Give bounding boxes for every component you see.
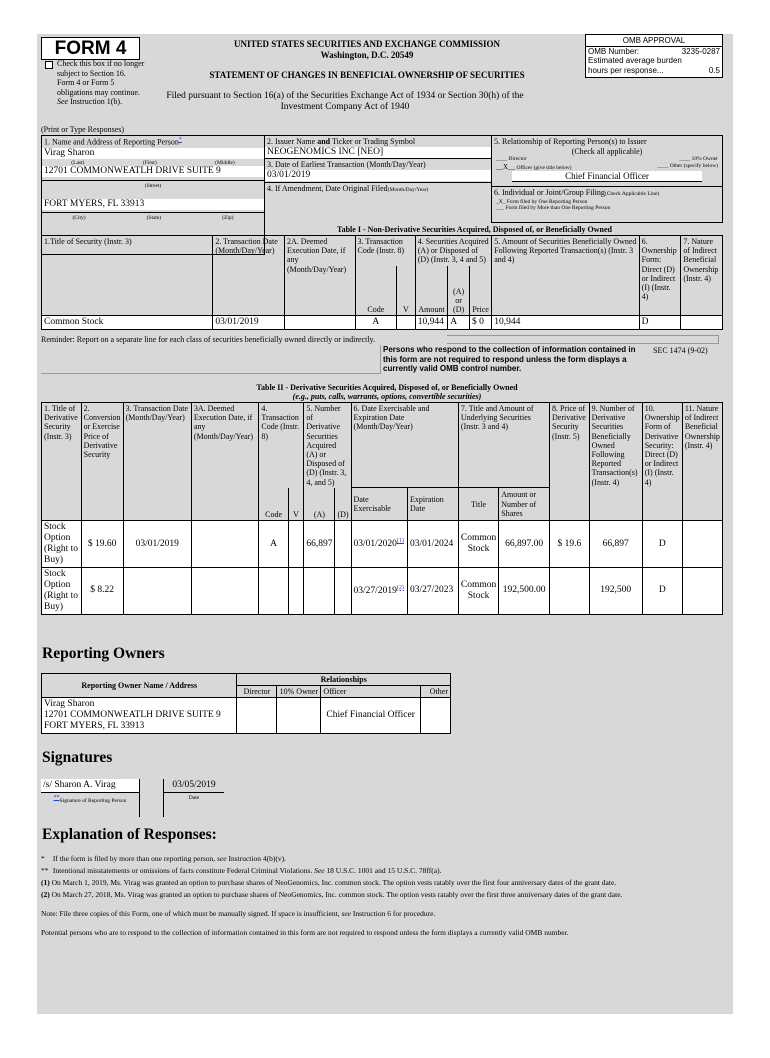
t2-r1-exer-cell: [351, 567, 407, 614]
signature-value: /s/ Sharon A. Virag: [41, 779, 139, 793]
t2-r1-date: [123, 567, 191, 614]
t1-h-title: 1.Title of Security (Instr. 3): [42, 236, 213, 316]
t2-r1-title: Stock Option (Right to Buy): [42, 567, 82, 614]
t2-h-number: 5. Number of Derivative Securities Acquired (A) or Disposed of (D) (Instr. 3, 4, and 5): [304, 403, 351, 488]
box-relationship: [491, 135, 723, 223]
middle-label: (Middle): [215, 159, 235, 166]
box4-label-text: 4. If Amendment, Date Original Filed: [267, 184, 388, 193]
persons-box-left: [41, 345, 381, 374]
owner-address: 12701 COMMONWEATLH DRIVE SUITE 9: [44, 710, 221, 721]
filed-pursuant: Filed pursuant to Section 16(a) of the Securities Exchange Act of 1934 or Section 30(h) of the Investment Company Act of 1940: [166, 91, 524, 112]
box6-label: [492, 186, 722, 198]
officer-mark: __X__: [496, 162, 516, 171]
t1-sub-code: Code: [355, 266, 397, 316]
table-row: [42, 698, 451, 734]
zip-label: (Zip): [222, 215, 234, 222]
checkbox-see: See: [57, 97, 69, 107]
omb-hours-row: [586, 66, 722, 75]
box2-label-and: and: [317, 137, 331, 146]
box3-label: 3. Date of Earliest Transaction (Month/Day/Year): [265, 158, 491, 170]
t2-r0-nature: [682, 521, 722, 568]
t1-r0-date: 03/01/2019: [213, 316, 285, 330]
t2-r0-exer: 03/01/2020: [353, 539, 397, 550]
signature-date-label: Date: [188, 794, 200, 801]
t2-r1-owned: 192,500: [589, 567, 642, 614]
signature-date: 03/05/2019: [164, 779, 224, 793]
owner-name-header: Reporting Owner Name / Address: [42, 674, 237, 698]
t2-sub-title: Title: [458, 488, 498, 521]
t2-h-nature: 11. Nature of Indirect Beneficial Ownership (Instr. 4): [682, 403, 722, 521]
reminder-line: [447, 335, 719, 344]
table1: [41, 235, 723, 330]
table-row: [42, 567, 723, 614]
t1-sub-aord: (A) or (D): [448, 266, 470, 316]
note-star: [41, 854, 729, 863]
box6-label-small: (Check Applicable Line): [604, 191, 660, 198]
t2-h-price: 8. Price of Derivative Security (Instr. 5): [550, 403, 590, 521]
t2-h-owned: 9. Number of Derivative Securities Beneficially Owned Following Reported Transaction(s) (Instr. 4): [589, 403, 642, 521]
footnote-1-link[interactable]: (1): [396, 537, 404, 544]
signature-gap: [139, 779, 164, 817]
box2-label-b: Ticker or Trading Symbol: [331, 137, 416, 146]
footnote-2-mark: (2): [41, 890, 50, 899]
table2-header-row: [42, 403, 723, 488]
director-label: Director: [508, 156, 527, 163]
reporting-owners-table: [41, 673, 451, 734]
t2-r1-form: D: [642, 567, 682, 614]
t2-r0-price: $ 19.60: [81, 521, 123, 568]
note-star-b: Instruction 4(b)(v).: [228, 854, 286, 863]
t2-h-underlying: 7. Title and Amount of Underlying Securities (Instr. 3 and 4): [458, 403, 549, 488]
reporting-owners-heading: Reporting Owners: [42, 645, 165, 662]
omb-number-label: OMB Number:: [588, 47, 640, 57]
t1-r0-v: [397, 316, 416, 330]
print-type: (Print or Type Responses): [41, 125, 125, 134]
checkbox-instr: Instruction 1(b).: [70, 97, 123, 107]
omb-number-row: [586, 47, 722, 56]
t1-h-date: 2. Transaction Date (Month/Day/Year): [213, 236, 285, 316]
t2-r0-exp: 03/01/2024: [408, 521, 459, 568]
t2-h-form: 10. Ownership Form of Derivative Security: Direct (D) or Indirect (I) (Instr. 4): [642, 403, 682, 521]
t2-r0-dprice: $ 19.6: [550, 521, 590, 568]
owner-director: [237, 698, 277, 734]
t1-h-owned: 5. Amount of Securities Beneficially Owned Following Reported Transaction(s) (Instr. 3 and 4): [492, 236, 639, 316]
t2-r0-d: [335, 521, 351, 568]
officer-label: Officer (give title below): [516, 164, 572, 171]
owner-name: Virag Sharon: [44, 699, 95, 710]
box5-row2: [492, 163, 722, 171]
file-note: [41, 909, 729, 918]
owner-city: FORT MYERS, FL 33913: [44, 721, 145, 732]
footnote-1: [41, 878, 729, 887]
t2-h-date: 3. Transaction Date (Month/Day/Year): [123, 403, 191, 521]
t2-r1-deemed: [191, 567, 259, 614]
table1-header-row: [42, 236, 723, 266]
note-double-star-b: 18 U.S.C. 1001 and 15 U.S.C. 78ff(a).: [326, 866, 442, 875]
potential-persons: Potential persons who are to respond to the collection of information contained in this form are not required to respond unless the form displays a currently valid OMB number.: [41, 928, 569, 937]
t1-sub-price: Price: [469, 266, 491, 316]
statement-title: STATEMENT OF CHANGES IN BENEFICIAL OWNERSHIP OF SECURITIES: [209, 70, 525, 80]
note-double-star-a: Intentional misstatements or omissions of facts constitute Federal Criminal Violations.: [52, 866, 313, 875]
note-star-a: If the form is filed by more than one reporting person,: [52, 854, 216, 863]
file-note-b: Instruction 6 for procedure.: [352, 909, 436, 918]
footnote-2: [41, 890, 729, 899]
t2-r1-dprice: [550, 567, 590, 614]
t1-r0-price: $ 0: [469, 316, 491, 330]
t2-r0-form: D: [642, 521, 682, 568]
t2-r0-exer-cell: [351, 521, 407, 568]
t1-r0-deemed: [284, 316, 355, 330]
t1-h-code: 3. Transaction Code (Instr. 8): [355, 236, 415, 266]
owners-header-row: [42, 674, 451, 686]
owners-col-officer: Officer: [321, 686, 421, 698]
owner-other: [421, 698, 451, 734]
file-note-see: see: [341, 909, 352, 918]
note-double-star-mark: **: [41, 866, 49, 875]
t2-sub-a: (A): [304, 488, 335, 521]
omb-approval-box: [585, 34, 723, 78]
sec-number: SEC 1474 (9-02): [653, 346, 708, 355]
commission-name: UNITED STATES SECURITIES AND EXCHANGE COMMISSION: [234, 39, 500, 49]
t1-h-form: 6. Ownership Form: Direct (D) or Indirect (I) (Instr. 4): [639, 236, 681, 316]
t1-r0-form: D: [639, 316, 681, 330]
state-label: (State): [146, 215, 162, 222]
box-issuer: [265, 135, 491, 183]
commission-city: Washington, D.C. 20549: [320, 50, 414, 60]
other-checkbox[interactable]: ____ Other (specify below): [657, 162, 718, 169]
note-double-star-see: See: [314, 866, 325, 875]
t2-sub-amount: Amount or Number of Shares: [499, 488, 550, 521]
t2-r1-a: [304, 567, 335, 614]
table2-title: Table II - Derivative Securities Acquired, Disposed of, or Beneficially Owned: [256, 383, 518, 392]
t2-sub-code: Code: [259, 488, 288, 521]
filed-by-one[interactable]: _X_ Form filed by One Reporting Person: [496, 198, 588, 205]
box1-label-text: 1. Name and Address of Reporting Person: [44, 137, 179, 147]
t2-r1-price: $ 8.22: [81, 567, 123, 614]
t2-r1-exer: 03/27/2019: [353, 585, 397, 596]
earliest-transaction-date: 03/01/2019: [265, 170, 491, 181]
owner-officer: Chief Financial Officer: [321, 698, 421, 734]
persons-notice: Persons who respond to the collection of information contained in this form are not required to respond unless the form displays a currently valid OMB control number.: [383, 345, 636, 374]
t2-r0-v: [288, 521, 304, 568]
reporting-person-city: FORT MYERS, FL 33913: [42, 199, 264, 210]
checkbox-instructions: [57, 59, 145, 107]
t1-h-acquired: 4. Securities Acquired (A) or Disposed of (D) (Instr. 3, 4 and 5): [415, 236, 491, 266]
checkbox-text: Check this box if no longer subject to Section 16. Form 4 or Form 5 obligations may continue.: [57, 59, 145, 97]
explanation-notes: [41, 854, 729, 937]
box2-label-a: 2. Issuer Name: [267, 137, 316, 146]
omb-hours-label: hours per response...: [588, 65, 664, 75]
note-star-see: see: [217, 854, 227, 863]
first-label: (First): [142, 159, 157, 166]
t2-sub-d: (D): [335, 488, 351, 521]
footnote-2-text: On March 27, 2018, Ms. Virag was granted an option to purchase shares of NeoGenomics, Inc. common stock. The option vests ratably over the first three anniversary dates of the grant date.: [51, 890, 623, 899]
reminder: Reminder: Report on a separate line for each class of securities beneficially owned directly or indirectly.: [41, 335, 376, 344]
ten-percent-checkbox[interactable]: ____ 10% Owner: [679, 156, 718, 163]
t2-h-title: 1. Title of Derivative Security (Instr. 3): [42, 403, 82, 521]
note-star-mark: *: [41, 854, 45, 863]
table2-subtitle: (e.g., puts, calls, warrants, options, convertible securities): [292, 392, 482, 401]
reporting-person-name: Virag Sharon: [42, 148, 264, 159]
t2-r0-code: A: [259, 521, 288, 568]
signature-label: [41, 793, 139, 804]
t1-r0-owned: 10,944: [492, 316, 639, 330]
table-row: [42, 521, 723, 568]
other-label: Other (specify below): [669, 162, 718, 169]
officer-title: Chief Financial Officer: [512, 171, 702, 182]
relationships-header: Relationships: [237, 674, 451, 686]
table-row: [42, 316, 723, 330]
owner-ten-percent: [277, 698, 321, 734]
t2-r1-utitle: Common Stock: [458, 567, 498, 614]
box1-label: [42, 136, 264, 148]
reporting-person-address: 12701 COMMONWEATLH DRIVE SUITE 9: [42, 166, 264, 177]
t2-r0-date: 03/01/2019: [123, 521, 191, 568]
officer-checkbox[interactable]: [496, 163, 571, 171]
omb-hours: 0.5: [708, 65, 720, 75]
t2-r0-title: Stock Option (Right to Buy): [42, 521, 82, 568]
explanation-heading: Explanation of Responses:: [42, 826, 217, 843]
footnote-1-mark: (1): [41, 878, 50, 887]
omb-number: 3235-0287: [681, 47, 720, 57]
t2-r1-exp: 03/27/2023: [408, 567, 459, 614]
t2-r1-uamount: 192,500.00: [499, 567, 550, 614]
t1-r0-code: A: [355, 316, 397, 330]
form-page: [37, 34, 733, 1014]
t1-r0-nature: [681, 316, 723, 330]
t1-sub-v: V: [397, 266, 416, 316]
owners-col-director: Director: [237, 686, 277, 698]
omb-burden-label: Estimated average burden: [588, 56, 682, 66]
box5-check: (Check all applicable): [571, 147, 643, 157]
t2-sub-exer: Date Exercisable: [351, 488, 407, 521]
street-label: (Street): [42, 180, 264, 189]
owners-col-other: Other: [421, 686, 451, 698]
t2-h-code: 4. Transaction Code (Instr. 8): [259, 403, 304, 488]
t2-r1-d: [335, 567, 351, 614]
signature-block: [41, 779, 139, 817]
t2-sub-v: V: [288, 488, 304, 521]
box4-label: [265, 183, 491, 194]
t2-h-conversion: 2. Conversion or Exercise Price of Derivative Security: [81, 403, 123, 521]
footnote-2-link[interactable]: (2): [396, 584, 404, 591]
t2-h-deemed: 3A. Deemed Execution Date, if any (Month/Day/Year): [191, 403, 259, 521]
t2-r0-owned: 66,897: [589, 521, 642, 568]
box6-label-text: 6. Individual or Joint/Group Filing: [494, 188, 605, 198]
t2-r0-a: 66,897: [304, 521, 335, 568]
t2-r1-nature: [682, 567, 722, 614]
t1-h-nature: 7. Nature of Indirect Beneficial Ownership (Instr. 4): [681, 236, 723, 316]
file-note-a: Note: File three copies of this Form, one of which must be manually signed. If space is insufficient,: [41, 909, 340, 918]
signature-star-link[interactable]: **: [53, 794, 60, 801]
table1-title: Table I - Non-Derivative Securities Acquired, Disposed of, or Beneficially Owned: [337, 225, 612, 234]
date-block: [164, 779, 224, 817]
t1-r0-aord: A: [448, 316, 470, 330]
owner-name-address: [42, 698, 237, 734]
t2-r0-deemed: [191, 521, 259, 568]
issuer-name: NEOGENOMICS INC [NEO]: [265, 147, 491, 158]
box1-city-labels: [42, 212, 264, 221]
t2-r1-v: [288, 567, 304, 614]
filed-by-more[interactable]: ___ Form filed by More than One Reporting Person: [496, 204, 611, 211]
omb-title: OMB APPROVAL: [586, 35, 722, 47]
footnote-1-text: On March 1, 2019, Ms. Virag was granted an option to purchase shares of NeoGenomics, Inc. common stock. The option vests ratably over the first four anniversary dates of the grant date.: [51, 878, 617, 887]
box2-label: [265, 136, 491, 147]
box-amendment: [265, 183, 491, 223]
t2-r1-code: [259, 567, 288, 614]
owners-col-ten-percent: 10% Owner: [277, 686, 321, 698]
form-title: FORM 4: [41, 37, 140, 60]
box5-label: 5. Relationship of Reporting Person(s) to Issuer: [494, 137, 647, 146]
note-double-star: [41, 866, 729, 875]
t1-r0-title: Common Stock: [42, 316, 213, 330]
t2-r0-utitle: Common Stock: [458, 521, 498, 568]
city-label: (City): [72, 215, 86, 222]
box1-star-link[interactable]: *: [178, 137, 182, 143]
box1-name-labels: [42, 159, 264, 166]
t1-h-deemed: 2A. Deemed Execution Date, if any (Month/Day/Year): [284, 236, 355, 316]
signatures-heading: Signatures: [42, 749, 113, 766]
no-longer-subject-checkbox[interactable]: [45, 61, 53, 69]
t1-sub-amount: Amount: [415, 266, 447, 316]
t2-h-exercisable: 6. Date Exercisable and Expiration Date (Month/Day/Year): [351, 403, 458, 488]
director-checkbox[interactable]: ____ Director: [496, 156, 527, 163]
t1-r0-amount: 10,944: [415, 316, 447, 330]
t2-r0-uamount: 66,897.00: [499, 521, 550, 568]
ten-percent-label: 10% Owner: [691, 156, 718, 163]
t2-sub-exp: Expiration Date: [408, 488, 459, 521]
table2: [41, 402, 723, 615]
box4-label-small: (Month/Day/Year): [387, 187, 429, 193]
signature-label-text: Signature of Reporting Person: [59, 797, 127, 804]
last-label: (Last): [71, 159, 85, 166]
